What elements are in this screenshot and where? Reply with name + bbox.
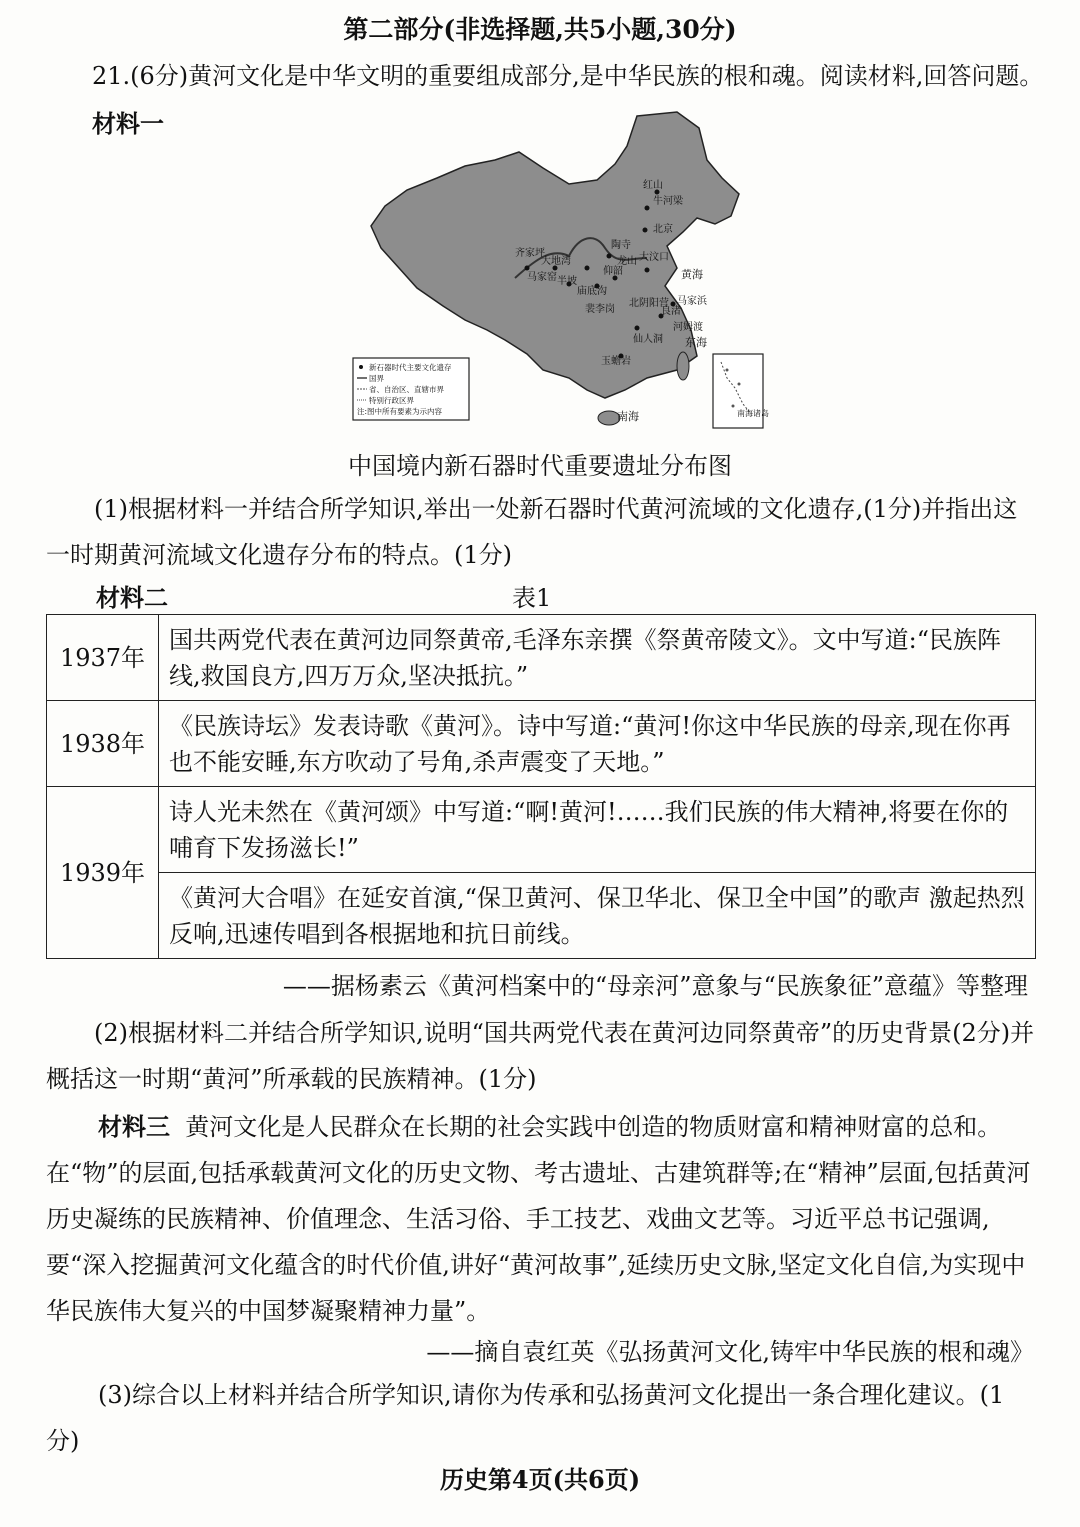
taiwan-island — [677, 352, 689, 380]
table-title: 表1 — [512, 584, 552, 612]
question-intro: 21.(6分)黄河文化是中华文明的重要组成部分,是中华民族的根和魂。阅读材料,回答问题。 — [92, 62, 1044, 90]
material3-block — [46, 1104, 1036, 1334]
table-row — [47, 873, 1036, 959]
entry-cell: 《黄河大合唱》在延安首演,“保卫黄河、保卫华北、保卫全中国”的歌声 激起热烈反响,迅速传唱到各根据地和抗日前线。 — [159, 873, 1036, 959]
legend-item: 国界 — [369, 374, 384, 383]
page-footer: 历史第4页(共6页) — [439, 1465, 641, 1494]
year-cell: 1938年 — [47, 701, 159, 787]
map-site-label: 庙底沟 — [577, 286, 607, 297]
neolithic-sites-map — [347, 108, 780, 434]
map-site-label: 马家窑 — [527, 272, 557, 283]
map-site-label: 河姆渡 — [673, 322, 703, 333]
map-site-label: 玉蟾岩 — [601, 356, 631, 367]
question-3: (3)综合以上材料并结合所学知识,请你为传承和弘扬黄河文化提出一条合理化建议。(1分) — [46, 1381, 1005, 1455]
year-cell: 1939年 — [47, 787, 159, 959]
material1-label: 材料一 — [92, 109, 164, 138]
question-1: (1)根据材料一并结合所学知识,举出一处新石器时代黄河流域的文化遗存,(1分)并指出这一时期黄河流域文化遗存分布的特点。(1分) — [46, 495, 1018, 569]
entry-cell: 国共两党代表在黄河边同祭黄帝,毛泽东亲撰《祭黄帝陵文》。文中写道:“民族阵线,救国良方,四万万众,坚决抵抗。” — [159, 615, 1036, 701]
map-site-label: 半坡 — [557, 276, 577, 287]
table-row — [47, 787, 1036, 873]
map-site-label: 马家浜 — [677, 296, 707, 307]
entry-cell: 诗人光未然在《黄河颂》中写道:“啊!黄河!……我们民族的伟大精神,将要在你的哺育下发扬滋长!” — [159, 787, 1036, 873]
material3-label: 材料三 — [98, 1112, 170, 1141]
sea-label-yellow: 黄海 — [681, 268, 703, 281]
table-row — [47, 701, 1036, 787]
map-site-label: 北京 — [653, 224, 673, 235]
map-site-label: 牛河梁 — [653, 196, 683, 207]
map-site-label: 仙人洞 — [633, 334, 663, 345]
map-site-label: 大汶口 — [639, 252, 669, 263]
year-cell: 1937年 — [47, 615, 159, 701]
table-row — [47, 615, 1036, 701]
inset-label: 南海诸岛 — [737, 409, 769, 418]
sea-label-east: 东海 — [685, 336, 707, 349]
material2-source: ——据杨素云《黄河档案中的“母亲河”意象与“民族象征”意蕴》等整理 — [282, 972, 1028, 1000]
material3-text: 黄河文化是人民群众在长期的社会实践中创造的物质财富和精神财富的总和。在“物”的层面,包括承载黄河文化的历史文物、考古遗址、古建筑群等;在“精神”层面,包括黄河历史凝练的民族精神、价值理念、生活习俗、手工技艺、戏曲文艺等。习近平总书记强调,要“深入挖掘黄河文化蕴含的时代价值,讲好“黄河故事”,延续历史文脉,坚定文化自信,为实现中华民族伟大复兴的中国梦凝聚精神力量”。 — [46, 1113, 1031, 1325]
map-site-label: 良渚 — [661, 306, 681, 317]
map-site-label: 北阴阳营 — [629, 298, 669, 309]
map-caption: 中国境内新石器时代重要遗址分布图 — [348, 452, 732, 480]
map-site-label: 大地湾 — [541, 256, 571, 267]
material2-label: 材料二 — [96, 583, 168, 612]
section-title: 第二部分(非选择题,共5小题,30分) — [343, 15, 737, 44]
map-site-label: 仰韶 — [603, 266, 623, 277]
legend-item: 新石器时代主要文化遗存 — [369, 363, 452, 372]
legend-note: 注:图中所有要素为示内容 — [357, 407, 443, 416]
material3-source: ——摘自袁红英《弘扬黄河文化,铸牢中华民族的根和魂》 — [426, 1338, 1034, 1366]
map-site-label: 龙山 — [617, 256, 637, 267]
map-site-label: 陶寺 — [611, 240, 631, 251]
legend-item: 特别行政区界 — [369, 396, 414, 405]
map-site-label: 齐家坪 — [515, 248, 545, 259]
sea-label-south: 南海 — [617, 410, 639, 423]
map-site-label: 裴李岗 — [585, 304, 615, 315]
question-2: (2)根据材料二并结合所学知识,说明“国共两党代表在黄河边同祭黄帝”的历史背景(2分)并概括这一时期“黄河”所承载的民族精神。(1分) — [46, 1019, 1035, 1093]
map-site-label: 红山 — [643, 180, 663, 191]
legend-item: 省、自治区、直辖市界 — [369, 385, 444, 394]
entry-cell: 《民族诗坛》发表诗歌《黄河》。诗中写道:“黄河!你这中华民族的母亲,现在你再也不能安睡,东方吹动了号角,杀声震变了天地。” — [159, 701, 1036, 787]
china-map-graphic — [347, 108, 780, 434]
material2-table — [46, 614, 1036, 959]
